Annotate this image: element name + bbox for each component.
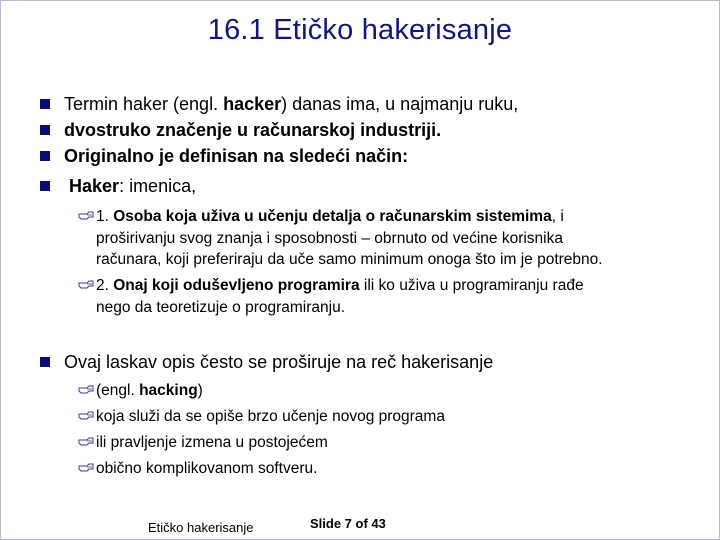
- sub-bullet-text: (engl. hacking): [96, 382, 203, 399]
- pointing-hand-icon: [78, 383, 94, 395]
- square-bullet-icon: [40, 125, 50, 135]
- footer-title: Etičko hakerisanje: [148, 520, 254, 535]
- pointing-hand-icon: [78, 435, 94, 447]
- sub-bullet-text: 2. Onaj koji oduševljeno programira ili ko uživa u programiranju rađe nego da teoretizuje o programiranju.: [96, 277, 584, 316]
- slide-title: 16.1 Etičko hakerisanje: [207, 14, 513, 46]
- bullet-text: Originalno je definisan na sledeći način:: [64, 146, 409, 166]
- slide-number: Slide 7 of 43: [310, 516, 386, 531]
- square-bullet-icon: [40, 99, 50, 109]
- square-bullet-icon: [40, 181, 50, 191]
- sub-bullet-text: 1. Osoba koja uživa u učenju detalja o računarskim sistemima, i proširivanju svog znanja i sposobnosti – obrnuto od većine korisnika računara, koji preferiraju da uče samo minimum onoga što im je potrebno.: [96, 208, 603, 268]
- sub-bullet-text: koja služi da se opiše brzo učenje novog programa: [96, 408, 445, 425]
- pointing-hand-icon: [78, 461, 94, 473]
- square-bullet-icon: [40, 151, 50, 161]
- sub-bullet-text: ili pravljenje izmena u postojećem: [96, 434, 328, 451]
- bullet-text: Haker: imenica,: [69, 176, 197, 196]
- sub-bullet-text: obično komplikovanom softveru.: [96, 460, 318, 477]
- bullet-text: Ovaj laskav opis često se proširuje na reč hakerisanje: [64, 352, 494, 372]
- square-bullet-icon: [40, 357, 50, 367]
- pointing-hand-icon: [78, 409, 94, 421]
- pointing-hand-icon: [78, 278, 94, 290]
- pointing-hand-icon: [78, 209, 94, 221]
- bullet-text: Termin haker (engl. hacker) danas ima, u najmanju ruku,: [64, 94, 519, 114]
- bullet-text: dvostruko značenje u računarskoj industriji.: [64, 120, 442, 140]
